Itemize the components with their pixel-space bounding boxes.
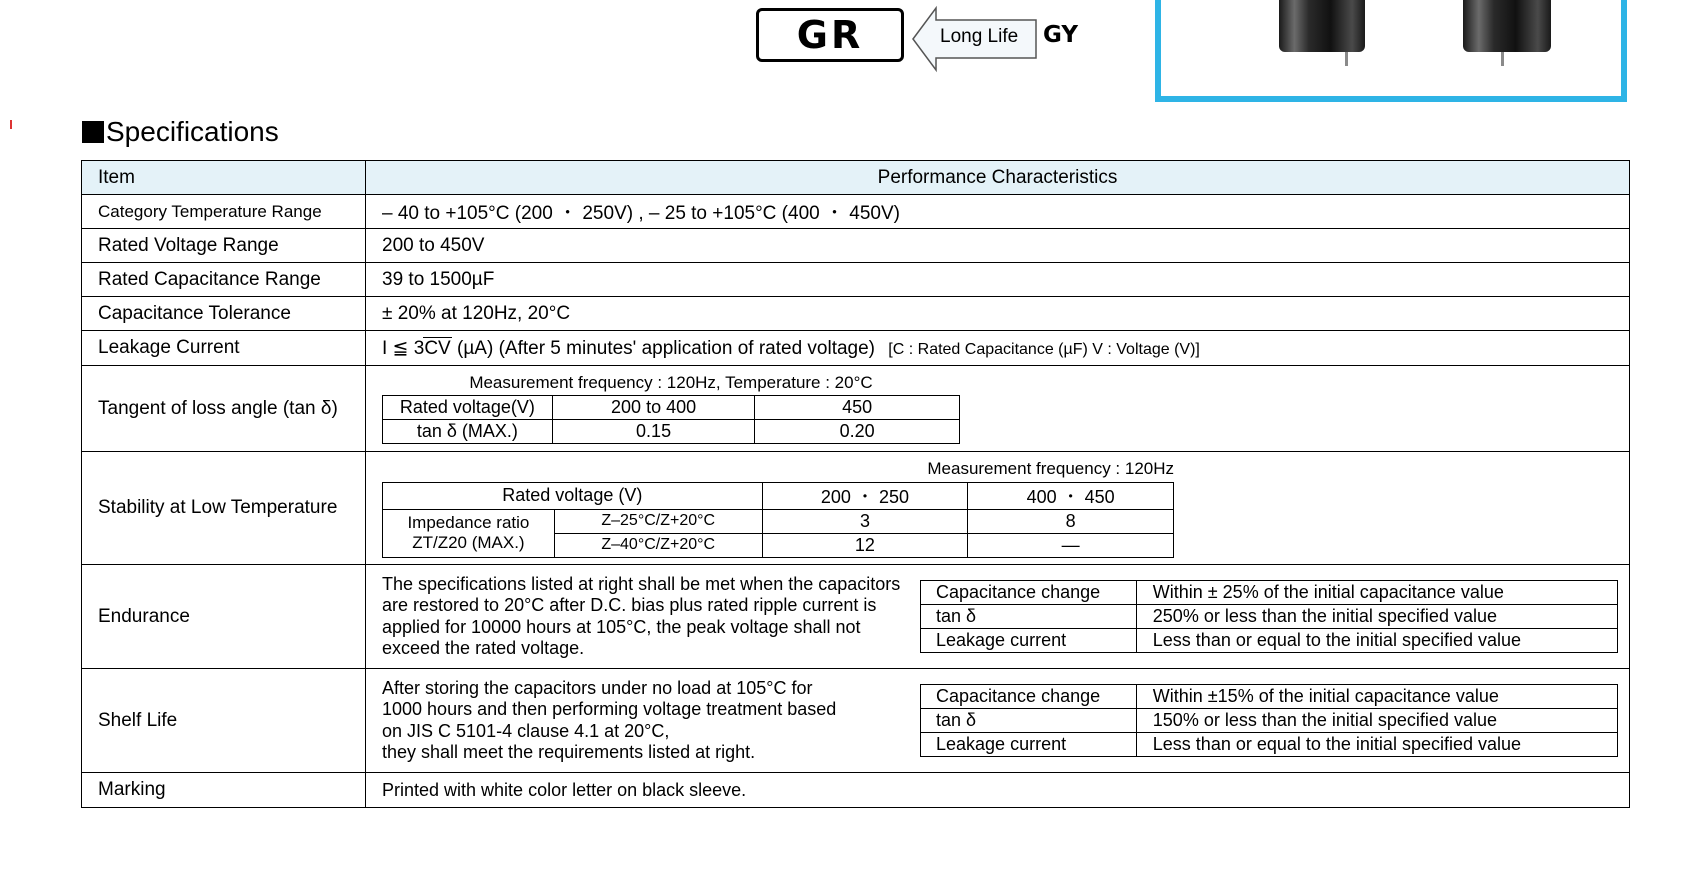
low-temp-table bbox=[382, 482, 1174, 558]
leakage-formula: I ≦ 3CV (µA) (After 5 minutes' application of rated voltage) [C : Rated Capacitance (µF) V : Voltage (V)] bbox=[366, 331, 1630, 366]
table-row bbox=[82, 263, 1630, 297]
table-row bbox=[82, 366, 1630, 452]
row-label: Stability at Low Temperature bbox=[82, 452, 366, 565]
criterion-value: Within ±15% of the initial capacitance value bbox=[1136, 685, 1617, 709]
row-label: tan δ (MAX.) bbox=[383, 420, 553, 444]
ratio-value: — bbox=[968, 533, 1174, 557]
table-header-row bbox=[82, 161, 1630, 195]
series-badge bbox=[756, 8, 904, 62]
table-row bbox=[82, 773, 1630, 808]
column-header: 400 ・ 450 bbox=[968, 482, 1174, 509]
criterion-label: tan δ bbox=[921, 709, 1137, 733]
tan-delta-cell bbox=[366, 366, 1630, 452]
criterion-value: Within ± 25% of the initial capacitance value bbox=[1136, 581, 1617, 605]
row-value: 39 to 1500µF bbox=[366, 263, 1630, 297]
row-label: Tangent of loss angle (tan δ) bbox=[82, 366, 366, 452]
ratio-value: 3 bbox=[762, 509, 968, 533]
criterion-value: Less than or equal to the initial specified value bbox=[1136, 629, 1617, 653]
tan-delta-value: 0.20 bbox=[755, 420, 960, 444]
row-label: Category Temperature Range bbox=[82, 195, 366, 229]
impedance-ratio-label: Impedance ratio ZT/Z20 (MAX.) bbox=[383, 509, 555, 557]
criterion-value: Less than or equal to the initial specified value bbox=[1136, 733, 1617, 757]
capacitor-image bbox=[1463, 0, 1551, 52]
column-header: 200 ・ 250 bbox=[762, 482, 968, 509]
table-row bbox=[82, 452, 1630, 565]
tan-delta-table bbox=[382, 395, 960, 444]
shelf-life-cell bbox=[366, 669, 1630, 773]
criterion-label: Capacitance change bbox=[921, 685, 1137, 709]
row-label: Capacitance Tolerance bbox=[82, 297, 366, 331]
spec-table bbox=[81, 160, 1630, 808]
table-row bbox=[82, 669, 1630, 773]
series-name: GR bbox=[796, 13, 864, 57]
shelf-life-criteria bbox=[920, 684, 1618, 757]
related-series: GY bbox=[1043, 22, 1079, 48]
ratio-value: 12 bbox=[762, 533, 968, 557]
endurance-criteria bbox=[920, 580, 1618, 653]
criterion-label: tan δ bbox=[921, 605, 1137, 629]
table-row bbox=[82, 565, 1630, 669]
temp-condition: Z–25°C/Z+20°C bbox=[554, 509, 762, 533]
table-row bbox=[82, 195, 1630, 229]
section-title: Specifications bbox=[82, 116, 279, 148]
column-header: 200 to 400 bbox=[552, 396, 755, 420]
row-label: Leakage Current bbox=[82, 331, 366, 366]
column-header: 450 bbox=[755, 396, 960, 420]
voltage-label: Rated voltage (V) bbox=[383, 482, 763, 509]
shelf-life-text: After storing the capacitors under no load at 105°C for 1000 hours and then performing voltage treatment based on JIS C 5101-4 clause 4.1 at 20°C, they shall meet the requirements listed at right. bbox=[382, 677, 837, 762]
ratio-value: 8 bbox=[968, 509, 1174, 533]
performance-header: Performance Characteristics bbox=[366, 161, 1630, 195]
row-label: Endurance bbox=[82, 565, 366, 669]
row-value: Printed with white color letter on black sleeve. bbox=[366, 773, 1630, 808]
temp-condition: Z–40°C/Z+20°C bbox=[554, 533, 762, 557]
leakage-note: [C : Rated Capacitance (µF) V : Voltage (V)] bbox=[888, 340, 1200, 358]
table-row bbox=[82, 331, 1630, 366]
row-value: ± 20% at 120Hz, 20°C bbox=[366, 297, 1630, 331]
table-row bbox=[82, 297, 1630, 331]
product-photo bbox=[1155, 0, 1627, 102]
low-temp-cell bbox=[366, 452, 1630, 565]
arrow-label: Long Life bbox=[940, 26, 1019, 47]
row-label: Rated Voltage Range bbox=[82, 229, 366, 263]
margin-mark bbox=[10, 120, 12, 129]
sqrt-radicand: CV bbox=[424, 337, 451, 359]
low-temp-condition: Measurement frequency : 120Hz bbox=[927, 458, 1174, 478]
row-value: 200 to 450V bbox=[366, 229, 1630, 263]
table-row bbox=[82, 229, 1630, 263]
tan-delta-condition: Measurement frequency : 120Hz, Temperature : 20°C bbox=[469, 373, 873, 392]
capacitor-image bbox=[1279, 0, 1365, 52]
row-label: Marking bbox=[82, 773, 366, 808]
endurance-text: The specifications listed at right shall be met when the capacitors are restored to 20°C after D.C. bias plus rated ripple current is applied for 10000 hours at 105°C, the peak voltage shall not exceed the rated voltage. bbox=[382, 573, 901, 658]
row-value: – 40 to +105°C (200 ・ 250V) , – 25 to +105°C (400 ・ 450V) bbox=[366, 195, 1630, 229]
criterion-value: 150% or less than the initial specified value bbox=[1136, 709, 1617, 733]
endurance-cell bbox=[366, 565, 1630, 669]
criterion-label: Leakage current bbox=[921, 733, 1137, 757]
row-label: Shelf Life bbox=[82, 669, 366, 773]
criterion-value: 250% or less than the initial specified value bbox=[1136, 605, 1617, 629]
criterion-label: Leakage current bbox=[921, 629, 1137, 653]
row-label: Rated voltage(V) bbox=[383, 396, 553, 420]
row-label: Rated Capacitance Range bbox=[82, 263, 366, 297]
tan-delta-value: 0.15 bbox=[552, 420, 755, 444]
criterion-label: Capacitance change bbox=[921, 581, 1137, 605]
item-header: Item bbox=[82, 161, 366, 195]
square-bullet-icon bbox=[82, 121, 104, 143]
